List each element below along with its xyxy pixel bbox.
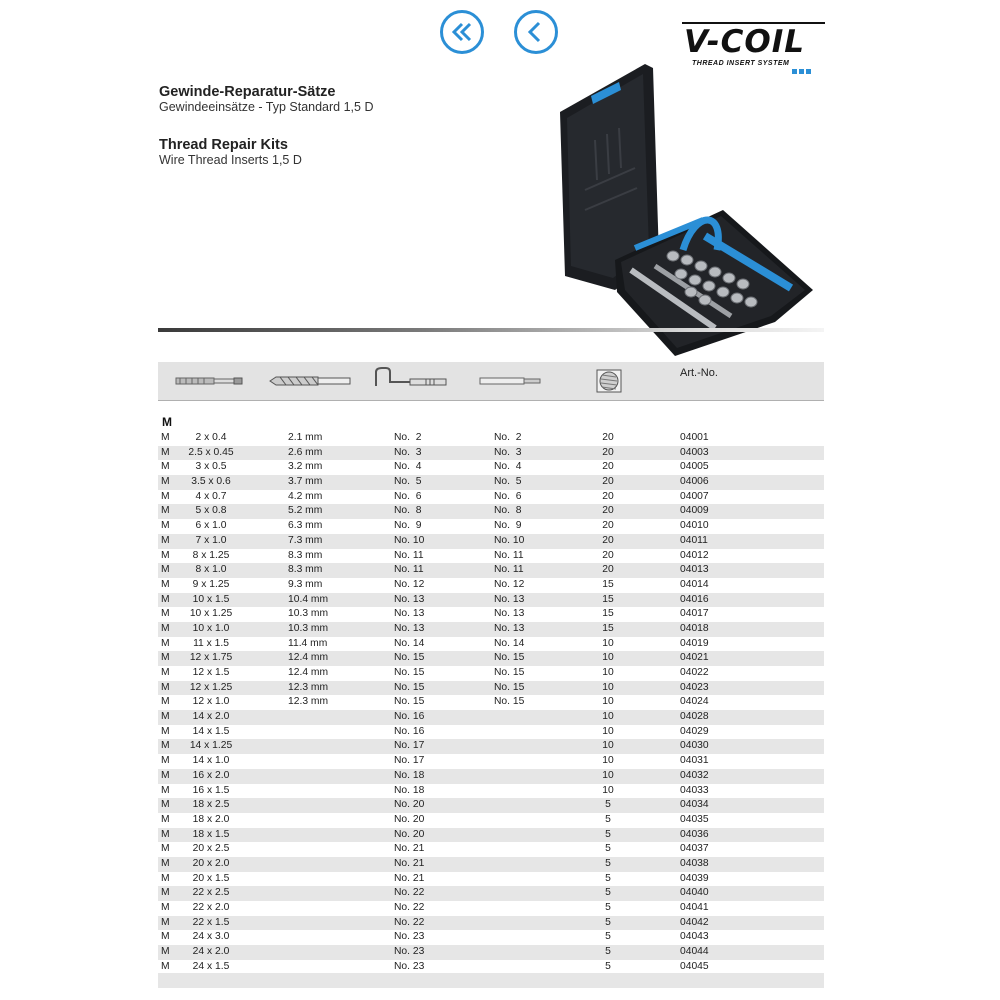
install-tool-cell: No. 18 [394, 784, 425, 796]
install-tool-cell: No. 16 [394, 711, 425, 723]
table-row [158, 725, 824, 740]
article-number-cell: 04037 [680, 843, 709, 855]
tang-tool-cell: No. 3 [494, 446, 522, 458]
quantity-cell: 5 [605, 946, 611, 958]
tang-tool-cell: No. 12 [494, 578, 525, 590]
article-number-cell: 04044 [680, 946, 709, 958]
install-tool-cell: No. 13 [394, 622, 425, 634]
thread-size-cell: 20 x 1.5 [192, 872, 230, 884]
install-tool-cell: No. 11 [394, 549, 424, 561]
quantity-cell: 10 [602, 681, 614, 693]
tap-icon [174, 374, 244, 388]
thread-size-cell: 12 x 1.5 [192, 667, 230, 678]
tang-tool-cell: No. 5 [494, 476, 522, 488]
heading-german [159, 84, 373, 114]
article-number-cell: 04042 [680, 916, 709, 928]
table-row [158, 607, 824, 622]
thread-size-cell: 12 x 1.75 [189, 652, 233, 664]
table-row [158, 519, 824, 534]
table-row [158, 842, 824, 857]
thread-size-cell: 14 x 2.0 [192, 711, 230, 723]
quantity-cell: 20 [602, 490, 614, 502]
thread-type-cell: M [161, 476, 170, 488]
thread-type-cell: M [161, 769, 170, 781]
tang-tool-cell: No. 15 [494, 696, 525, 708]
drill-size-cell: 12.3 mm [288, 696, 329, 708]
quantity-cell: 5 [605, 916, 611, 928]
table-row [158, 739, 824, 754]
install-tool-cell: No. 10 [394, 534, 425, 546]
drill-size-cell: 12.3 mm [288, 681, 329, 693]
thread-size-cell: 20 x 2.0 [192, 857, 230, 869]
quantity-cell: 10 [602, 637, 614, 649]
heading-german-subtitle: Gewindeeinsätze - Typ Standard 1,5 D [159, 100, 374, 114]
install-tool-cell: No. 23 [394, 960, 425, 972]
article-number-cell: 04023 [680, 681, 709, 693]
thread-type-cell: M [161, 960, 170, 972]
article-number-cell: 04005 [680, 461, 709, 473]
thread-type-cell: M [161, 622, 170, 634]
article-number-cell: 04035 [680, 813, 709, 825]
tang-tool-cell: No. 2 [494, 432, 522, 443]
install-tool-cell: No. 17 [394, 755, 425, 767]
table-row [158, 813, 824, 828]
tang-break-tool-icon [478, 376, 544, 386]
article-number-cell: 04014 [680, 578, 709, 590]
logo-tagline: THREAD INSERT SYSTEM [692, 60, 790, 67]
thread-type-cell: M [161, 652, 170, 664]
thread-size-cell: 18 x 2.0 [192, 813, 230, 825]
quantity-cell: 10 [602, 667, 614, 678]
quantity-cell: 20 [602, 505, 614, 517]
quantity-cell: 10 [602, 755, 614, 767]
heading-english-title: Thread Repair Kits [159, 137, 288, 153]
thread-size-cell: 5 x 0.8 [195, 505, 227, 517]
tang-tool-cell: No. 15 [494, 681, 525, 693]
quantity-cell: 20 [602, 520, 614, 532]
install-tool-cell: No. 15 [394, 667, 425, 678]
tang-tool-cell: No. 4 [494, 461, 522, 473]
tang-tool-cell: No. 15 [494, 652, 525, 664]
install-tool-cell: No. 6 [394, 490, 422, 502]
drill-size-cell: 9.3 mm [288, 578, 323, 590]
article-number-cell: 04028 [680, 711, 709, 723]
drill-size-cell: 10.3 mm [288, 608, 329, 620]
artno-column-label: Art.-No. [680, 367, 718, 379]
install-tool-cell: No. 22 [394, 902, 425, 913]
table-row [158, 828, 824, 843]
thread-type-cell: M [161, 520, 170, 532]
installation-tool-icon [370, 366, 450, 392]
thread-size-cell: 3.5 x 0.6 [191, 476, 231, 488]
table-row [158, 622, 824, 637]
quantity-cell: 20 [602, 476, 614, 488]
drill-size-cell: 2.6 mm [288, 446, 323, 458]
install-tool-cell: No. 11 [394, 564, 424, 576]
install-tool-cell: No. 2 [394, 432, 422, 443]
install-tool-cell: No. 15 [394, 681, 425, 693]
install-tool-cell: No. 4 [394, 461, 422, 473]
article-number-cell: 04043 [680, 931, 709, 943]
drill-size-cell: 12.4 mm [288, 652, 329, 664]
thread-type-cell: M [161, 637, 170, 649]
install-tool-cell: No. 17 [394, 740, 425, 752]
insert-coil-icon [595, 368, 623, 394]
table-row [158, 872, 824, 887]
article-number-cell: 04016 [680, 593, 709, 605]
article-number-cell: 04003 [680, 446, 709, 458]
quantity-cell: 5 [605, 843, 611, 855]
install-tool-cell: No. 12 [394, 578, 425, 590]
article-number-cell: 04036 [680, 828, 709, 840]
table-footer-band [158, 973, 824, 988]
quantity-cell: 5 [605, 887, 611, 899]
article-number-cell: 04024 [680, 696, 709, 708]
install-tool-cell: No. 23 [394, 931, 425, 943]
table-row [158, 446, 824, 461]
gradient-divider [158, 328, 824, 332]
article-number-cell: 04038 [680, 857, 709, 869]
thread-size-cell: 22 x 2.5 [192, 887, 230, 899]
quantity-cell: 15 [602, 622, 614, 634]
thread-size-cell: 22 x 1.5 [192, 916, 230, 928]
thread-type-cell: M [161, 681, 170, 693]
article-number-cell: 04017 [680, 608, 709, 620]
thread-type-cell: M [161, 799, 170, 811]
thread-type-cell: M [161, 902, 170, 913]
thread-type-cell: M [161, 578, 170, 590]
install-tool-cell: No. 21 [394, 872, 425, 884]
thread-type-cell: M [161, 843, 170, 855]
thread-type-cell: M [161, 740, 170, 752]
table-row [158, 857, 824, 872]
article-number-cell: 04031 [680, 755, 709, 767]
thread-type-cell: M [161, 931, 170, 943]
table-row [158, 695, 824, 710]
install-tool-cell: No. 21 [394, 843, 425, 855]
table-row [158, 681, 824, 696]
thread-size-cell: 12 x 1.25 [189, 681, 233, 693]
thread-size-cell: 16 x 2.0 [192, 769, 230, 781]
article-number-cell: 04030 [680, 740, 709, 752]
tang-tool-cell: No. 13 [494, 608, 525, 620]
section-label-m: M [162, 415, 172, 429]
heading-english-subtitle: Wire Thread Inserts 1,5 D [159, 153, 302, 167]
quantity-cell: 10 [602, 784, 614, 796]
thread-size-cell: 18 x 1.5 [192, 828, 230, 840]
thread-type-cell: M [161, 857, 170, 869]
thread-size-cell: 10 x 1.5 [192, 593, 230, 605]
thread-size-cell: 2 x 0.4 [195, 432, 227, 443]
thread-size-cell: 14 x 1.0 [192, 755, 230, 767]
table-column-header [158, 362, 824, 401]
install-tool-cell: No. 9 [394, 520, 422, 532]
table-row [158, 901, 824, 916]
thread-size-cell: 10 x 1.0 [192, 622, 230, 634]
quantity-cell: 5 [605, 931, 611, 943]
thread-size-cell: 4 x 0.7 [195, 490, 227, 502]
quantity-cell: 10 [602, 769, 614, 781]
article-number-cell: 04034 [680, 799, 709, 811]
article-number-cell: 04009 [680, 505, 709, 517]
table-row [158, 916, 824, 931]
thread-type-cell: M [161, 696, 170, 708]
thread-type-cell: M [161, 711, 170, 723]
quantity-cell: 10 [602, 652, 614, 664]
thread-type-cell: M [161, 490, 170, 502]
quantity-cell: 20 [602, 534, 614, 546]
thread-size-cell: 6 x 1.0 [195, 520, 227, 532]
thread-type-cell: M [161, 828, 170, 840]
quantity-cell: 20 [602, 461, 614, 473]
thread-size-cell: 8 x 1.0 [195, 564, 227, 576]
install-tool-cell: No. 15 [394, 652, 425, 664]
tang-tool-cell: No. 14 [494, 637, 525, 649]
article-number-cell: 04040 [680, 887, 709, 899]
thread-size-cell: 10 x 1.25 [189, 608, 233, 620]
article-number-cell: 04041 [680, 902, 709, 913]
thread-size-cell: 24 x 3.0 [192, 931, 230, 943]
table-row [158, 945, 824, 960]
drill-size-cell: 4.2 mm [288, 490, 323, 502]
thread-size-cell: 3 x 0.5 [195, 461, 227, 473]
table-row [158, 886, 824, 901]
tang-tool-cell: No. 13 [494, 622, 525, 634]
tang-tool-cell: No. 10 [494, 534, 525, 546]
heading-english [159, 137, 302, 167]
drill-size-cell: 10.3 mm [288, 622, 329, 634]
thread-size-cell: 11 x 1.5 [193, 637, 229, 649]
article-number-cell: 04039 [680, 872, 709, 884]
table-row [158, 534, 824, 549]
quantity-cell: 10 [602, 711, 614, 723]
thread-size-cell: 8 x 1.25 [192, 549, 230, 561]
drill-size-cell: 7.3 mm [288, 534, 323, 546]
thread-type-cell: M [161, 813, 170, 825]
quantity-cell: 20 [602, 564, 614, 576]
quantity-cell: 5 [605, 857, 611, 869]
quantity-cell: 5 [605, 960, 611, 972]
table-row [158, 798, 824, 813]
thread-type-cell: M [161, 916, 170, 928]
article-number-cell: 04001 [680, 432, 709, 443]
article-number-cell: 04029 [680, 725, 709, 737]
article-number-cell: 04012 [680, 549, 709, 561]
drill-size-cell: 12.4 mm [288, 667, 329, 678]
thread-type-cell: M [161, 432, 170, 443]
product-image-kit-case [555, 60, 815, 360]
tang-tool-cell: No. 9 [494, 520, 522, 532]
thread-size-cell: 18 x 2.5 [192, 799, 230, 811]
article-number-cell: 04018 [680, 622, 709, 634]
article-number-cell: 04007 [680, 490, 709, 502]
install-tool-cell: No. 18 [394, 769, 425, 781]
drill-size-cell: 3.2 mm [288, 461, 323, 473]
install-tool-cell: No. 20 [394, 813, 425, 825]
install-tool-cell: No. 13 [394, 593, 425, 605]
drill-size-cell: 2.1 mm [288, 432, 323, 443]
install-tool-cell: No. 16 [394, 725, 425, 737]
thread-type-cell: M [161, 593, 170, 605]
drill-size-cell: 10.4 mm [288, 593, 329, 605]
article-number-cell: 04033 [680, 784, 709, 796]
first-page-button[interactable] [440, 10, 484, 54]
quantity-cell: 5 [605, 828, 611, 840]
install-tool-cell: No. 21 [394, 857, 425, 869]
thread-size-cell: 24 x 1.5 [192, 960, 230, 972]
table-row [158, 930, 824, 945]
product-table [158, 431, 824, 974]
thread-size-cell: 14 x 1.25 [189, 740, 233, 752]
thread-size-cell: 9 x 1.25 [192, 578, 230, 590]
table-row [158, 490, 824, 505]
thread-type-cell: M [161, 461, 170, 473]
thread-type-cell: M [161, 946, 170, 958]
install-tool-cell: No. 20 [394, 799, 425, 811]
thread-type-cell: M [161, 725, 170, 737]
table-row [158, 666, 824, 681]
table-row [158, 431, 824, 446]
quantity-cell: 5 [605, 872, 611, 884]
table-row [158, 769, 824, 784]
article-number-cell: 04019 [680, 637, 709, 649]
drill-size-cell: 11.4 mm [288, 637, 328, 649]
quantity-cell: 15 [602, 593, 614, 605]
thread-size-cell: 22 x 2.0 [192, 902, 230, 913]
thread-type-cell: M [161, 446, 170, 458]
install-tool-cell: No. 22 [394, 916, 425, 928]
quantity-cell: 10 [602, 725, 614, 737]
tang-tool-cell: No. 11 [494, 564, 524, 576]
table-row [158, 504, 824, 519]
thread-size-cell: 24 x 2.0 [192, 946, 230, 958]
drill-bit-icon [268, 374, 352, 388]
quantity-cell: 5 [605, 799, 611, 811]
quantity-cell: 20 [602, 432, 614, 443]
thread-type-cell: M [161, 549, 170, 561]
article-number-cell: 04006 [680, 476, 709, 488]
drill-size-cell: 8.3 mm [288, 549, 323, 561]
thread-type-cell: M [161, 887, 170, 899]
install-tool-cell: No. 8 [394, 505, 422, 517]
thread-size-cell: 14 x 1.5 [192, 725, 230, 737]
article-number-cell: 04022 [680, 667, 709, 678]
table-row [158, 637, 824, 652]
drill-size-cell: 5.2 mm [288, 505, 323, 517]
table-row [158, 578, 824, 593]
table-row [158, 563, 824, 578]
quantity-cell: 5 [605, 902, 611, 913]
article-number-cell: 04045 [680, 960, 709, 972]
article-number-cell: 04011 [680, 534, 708, 546]
install-tool-cell: No. 13 [394, 608, 425, 620]
table-row [158, 754, 824, 769]
install-tool-cell: No. 3 [394, 446, 422, 458]
thread-type-cell: M [161, 608, 170, 620]
table-row [158, 460, 824, 475]
thread-size-cell: 7 x 1.0 [195, 534, 227, 546]
tang-tool-cell: No. 15 [494, 667, 525, 678]
drill-size-cell: 3.7 mm [288, 476, 323, 488]
thread-size-cell: 2.5 x 0.45 [188, 446, 234, 458]
tang-tool-cell: No. 6 [494, 490, 522, 502]
quantity-cell: 20 [602, 549, 614, 561]
thread-type-cell: M [161, 505, 170, 517]
thread-type-cell: M [161, 784, 170, 796]
article-number-cell: 04021 [680, 652, 709, 664]
thread-type-cell: M [161, 755, 170, 767]
tang-tool-cell: No. 8 [494, 505, 522, 517]
quantity-cell: 20 [602, 446, 614, 458]
thread-type-cell: M [161, 872, 170, 884]
install-tool-cell: No. 20 [394, 828, 425, 840]
install-tool-cell: No. 5 [394, 476, 422, 488]
table-row [158, 651, 824, 666]
install-tool-cell: No. 22 [394, 887, 425, 899]
quantity-cell: 15 [602, 578, 614, 590]
thread-size-cell: 12 x 1.0 [192, 696, 230, 708]
quantity-cell: 10 [602, 740, 614, 752]
drill-size-cell: 8.3 mm [288, 564, 323, 576]
thread-type-cell: M [161, 534, 170, 546]
chevron-left-icon [517, 13, 555, 51]
quantity-cell: 10 [602, 696, 614, 708]
table-row [158, 475, 824, 490]
double-chevron-left-icon [443, 13, 481, 51]
quantity-cell: 5 [605, 813, 611, 825]
article-number-cell: 04010 [680, 520, 709, 532]
thread-type-cell: M [161, 667, 170, 678]
table-row [158, 784, 824, 799]
article-number-cell: 04032 [680, 769, 709, 781]
tang-tool-cell: No. 11 [494, 549, 524, 561]
install-tool-cell: No. 14 [394, 637, 425, 649]
article-number-cell: 04013 [680, 564, 709, 576]
install-tool-cell: No. 23 [394, 946, 425, 958]
heading-german-title: Gewinde-Reparatur-Sätze [159, 84, 336, 100]
thread-size-cell: 20 x 2.5 [192, 843, 230, 855]
tang-tool-cell: No. 13 [494, 593, 525, 605]
drill-size-cell: 6.3 mm [288, 520, 323, 532]
thread-size-cell: 16 x 1.5 [192, 784, 230, 796]
previous-page-button[interactable] [514, 10, 558, 54]
table-row [158, 549, 824, 564]
install-tool-cell: No. 15 [394, 696, 425, 708]
quantity-cell: 15 [602, 608, 614, 620]
thread-type-cell: M [161, 564, 170, 576]
table-row [158, 710, 824, 725]
logo-wordmark: V-COIL [684, 24, 805, 60]
table-row [158, 593, 824, 608]
